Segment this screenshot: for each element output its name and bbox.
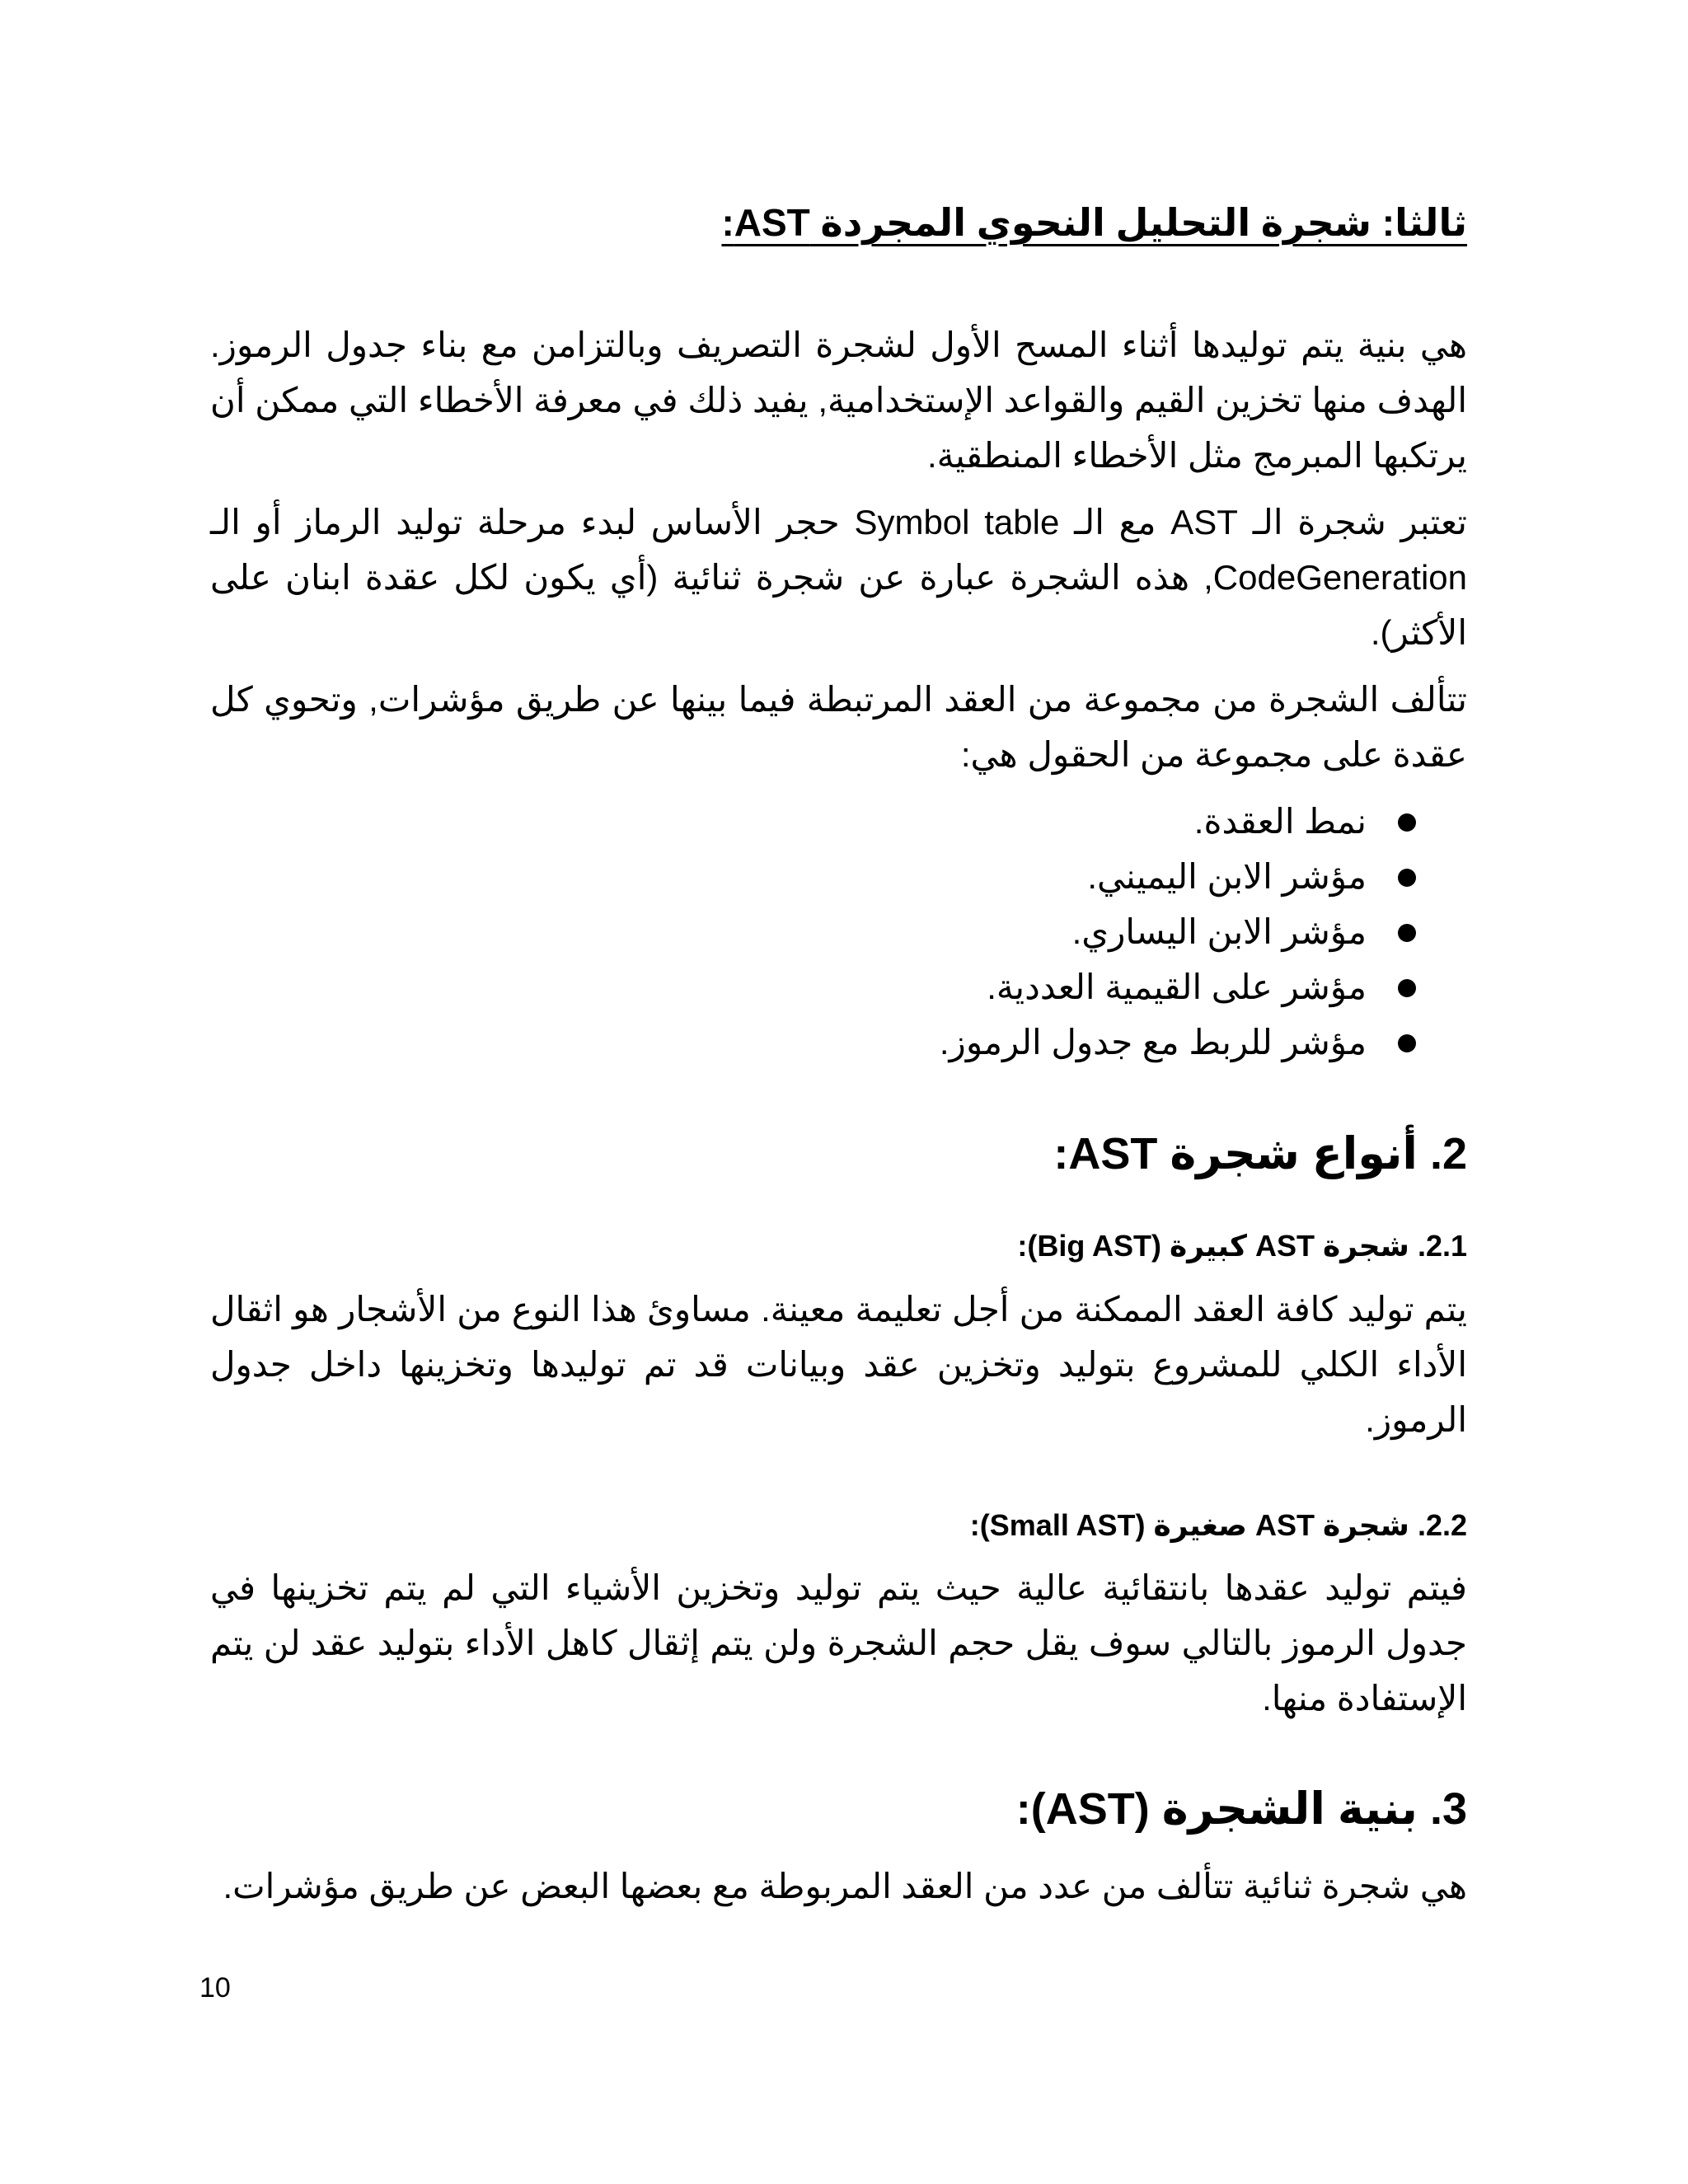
list-item-text: مؤشر الابن اليميني. [1087,857,1367,896]
section-2-1-paragraph: يتم توليد كافة العقد الممكنة من أجل تعليمة معينة. مساوئ هذا النوع من الأشجار هو اثقال الأداء الكلي للمشروع بتوليد وتخزين عقد وبيانات قد تم توليدها وتخزينها داخل جدول الرموز. [210,1290,1467,1439]
list-item [940,904,1416,959]
intro-paragraph: هي بنية يتم توليدها أثناء المسح الأول لشجرة التصريف وبالتزامن مع بناء جدول الرموز. الهدف منها تخزين القيم والقواعد الإستخدامية, يفيد ذلك في معرفة الأخطاء التي ممكن أن يرتكبها المبرمج مثل الأخطاء المنطقية. [210,326,1467,475]
page-number: 10 [199,1972,231,2004]
list-item [940,794,1416,849]
list-item [940,959,1416,1015]
list-item [940,849,1416,904]
ast-symbol-table-paragraph: تعتبر شجرة الـ AST مع الـ Symbol table حجر الأساس لبدء مرحلة توليد الرماز أو الـ CodeGeneration, هذه الشجرة عبارة عن شجرة ثنائية (أي يكون لكل عقدة ابنان على الأكثر). [210,503,1467,652]
bullet-icon [1398,1034,1416,1052]
list-item-text: مؤشر الابن اليساري. [1071,912,1367,951]
bullet-icon [1398,924,1416,942]
main-heading: ثالثا: شجرة التحليل النحوي المجردة AST: [721,201,1467,244]
section-2-2-paragraph: فيتم توليد عقدها بانتقائية عالية حيث يتم توليد وتخزين الأشياء التي لم يتم تخزينها في جدول الرموز بالتالي سوف يقل حجم الشجرة ولن يتم إثقال كاهل الأداء بتوليد عقد لن يتم الإستفادة منها. [210,1568,1467,1718]
list-item-text: نمط العقدة. [1193,802,1367,841]
section-2-heading: 2. أنواع شجرة AST: [1053,1129,1467,1179]
bullet-icon [1398,979,1416,997]
node-fields-list [940,794,1416,1070]
bullet-icon [1398,813,1416,832]
list-item-text: مؤشر للربط مع جدول الرموز. [939,1023,1367,1062]
bullet-icon [1398,869,1416,887]
node-structure-paragraph: تتألف الشجرة من مجموعة من العقد المرتبطة فيما بينها عن طريق مؤشرات, وتحوي كل عقدة على مجموعة من الحقول هي: [210,680,1467,774]
list-item-text: مؤشر على القيمية العددية. [987,968,1367,1006]
section-2-2-heading: 2.2. شجرة AST صغيرة (Small AST): [969,1508,1467,1542]
list-item [940,1015,1416,1070]
section-3-heading: 3. بنية الشجرة (AST): [1015,1784,1467,1834]
section-2-1-heading: 2.1. شجرة AST كبيرة (Big AST): [1017,1229,1467,1263]
section-3-paragraph: هي شجرة ثنائية تتألف من عدد من العقد المربوطة مع بعضها البعض عن طريق مؤشرات. [223,1867,1467,1905]
